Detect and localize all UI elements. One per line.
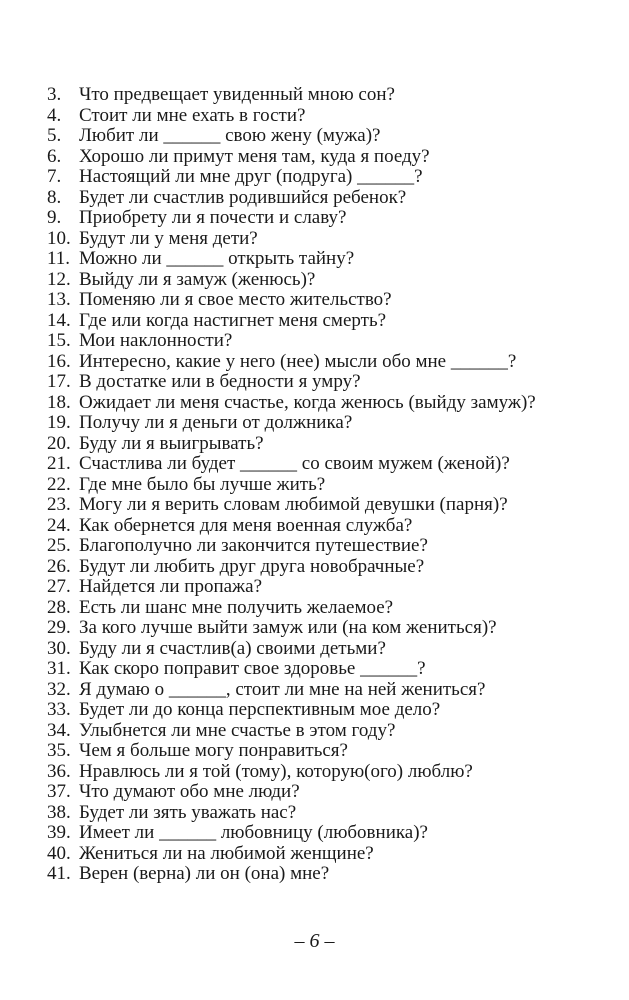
- question-item: [47, 557, 587, 578]
- question-text: Будет ли счастлив родившийся ребенок?: [79, 186, 407, 208]
- question-number: 39.: [47, 822, 71, 843]
- question-number: 13.: [47, 289, 71, 310]
- question-number: 30.: [47, 637, 71, 659]
- question-text: Нравлюсь ли я той (тому), которую(ого) люблю?: [79, 760, 473, 782]
- question-number: 26.: [47, 555, 71, 577]
- question-item: [47, 208, 587, 229]
- question-text: Улыбнется ли мне счастье в этом году?: [79, 719, 396, 741]
- question-text: Буду ли я выигрывать?: [79, 432, 264, 454]
- question-item: [47, 721, 587, 742]
- question-number: 21.: [47, 453, 71, 474]
- question-item: [47, 126, 587, 147]
- question-text: Мои наклонности?: [79, 330, 233, 351]
- question-number: 9.: [47, 207, 62, 228]
- question-text: Где мне было бы лучше жить?: [79, 473, 326, 495]
- question-text: Есть ли шанс мне получить желаемое?: [79, 596, 394, 618]
- question-item: [47, 782, 587, 803]
- question-number: 31.: [47, 658, 71, 679]
- question-number: 24.: [47, 514, 71, 536]
- question-number: 25.: [47, 535, 71, 556]
- question-number: 27.: [47, 576, 71, 597]
- question-number: 3.: [47, 84, 62, 105]
- question-text: В достатке или в бедности я умру?: [79, 371, 361, 392]
- question-text: Найдется ли пропажа?: [79, 576, 263, 597]
- question-text: Приобрету ли я почести и славу?: [79, 207, 347, 228]
- question-number: 35.: [47, 740, 71, 761]
- question-item: [47, 147, 587, 168]
- question-number: 5.: [47, 125, 62, 146]
- question-number: 40.: [47, 842, 71, 864]
- question-number: 19.: [47, 412, 71, 433]
- question-text: Выйду ли я замуж (женюсь)?: [79, 268, 316, 290]
- question-item: [47, 475, 587, 496]
- question-item: [47, 311, 587, 332]
- page-number: – 6 –: [294, 930, 335, 952]
- question-text: Будут ли любить друг друга новобрачные?: [79, 555, 425, 577]
- question-text: Что думают обо мне люди?: [79, 781, 300, 802]
- question-number: 10.: [47, 227, 71, 249]
- question-number: 12.: [47, 268, 71, 290]
- question-item: [47, 639, 587, 660]
- question-item: [47, 454, 587, 475]
- question-number: 4.: [47, 104, 62, 126]
- question-item: [47, 823, 587, 844]
- question-number: 14.: [47, 309, 71, 331]
- question-text: Верен (верна) ли он (она) мне?: [79, 863, 330, 884]
- question-list: [47, 85, 587, 885]
- question-text: Любит ли ______ свою жену (мужа)?: [79, 125, 381, 146]
- question-item: [47, 598, 587, 619]
- question-number: 38.: [47, 801, 71, 823]
- question-item: [47, 270, 587, 291]
- question-item: [47, 680, 587, 701]
- question-number: 18.: [47, 391, 71, 413]
- question-number: 7.: [47, 166, 62, 187]
- question-item: [47, 864, 587, 885]
- question-item: [47, 290, 587, 311]
- question-number: 33.: [47, 699, 71, 720]
- question-text: Как скоро поправит свое здоровье ______?: [79, 658, 426, 679]
- question-number: 22.: [47, 473, 71, 495]
- question-number: 15.: [47, 330, 71, 351]
- question-text: Благополучно ли закончится путешествие?: [79, 535, 428, 556]
- question-text: Будут ли у меня дети?: [79, 227, 258, 249]
- question-text: Где или когда настигнет меня смерть?: [79, 309, 387, 331]
- question-number: 37.: [47, 781, 71, 802]
- question-text: Могу ли я верить словам любимой девушки (парня)?: [79, 494, 508, 515]
- question-item: [47, 85, 587, 106]
- question-item: [47, 413, 587, 434]
- question-text: Можно ли ______ открыть тайну?: [79, 248, 355, 269]
- question-text: Счастлива ли будет ______ со своим мужем (женой)?: [79, 453, 510, 474]
- question-text: Как обернется для меня военная служба?: [79, 514, 413, 536]
- question-item: [47, 700, 587, 721]
- question-item: [47, 659, 587, 680]
- question-item: [47, 167, 587, 188]
- question-text: Стоит ли мне ехать в гости?: [79, 104, 306, 126]
- question-item: [47, 434, 587, 455]
- question-item: [47, 249, 587, 270]
- question-number: 8.: [47, 186, 62, 208]
- question-item: [47, 372, 587, 393]
- question-number: 6.: [47, 145, 62, 167]
- question-text: Ожидает ли меня счастье, когда женюсь (выйду замуж)?: [79, 391, 536, 413]
- question-item: [47, 352, 587, 373]
- question-item: [47, 803, 587, 824]
- question-text: За кого лучше выйти замуж или (на ком жениться)?: [79, 617, 497, 638]
- question-item: [47, 106, 587, 127]
- question-number: 29.: [47, 617, 71, 638]
- question-number: 23.: [47, 494, 71, 515]
- question-item: [47, 741, 587, 762]
- question-item: [47, 844, 587, 865]
- question-number: 36.: [47, 760, 71, 782]
- question-item: [47, 331, 587, 352]
- question-item: [47, 393, 587, 414]
- question-text: Хорошо ли примут меня там, куда я поеду?: [79, 145, 430, 167]
- question-number: 20.: [47, 432, 71, 454]
- question-number: 28.: [47, 596, 71, 618]
- question-text: Настоящий ли мне друг (подруга) ______?: [79, 166, 423, 187]
- question-text: Имеет ли ______ любовницу (любовника)?: [79, 822, 428, 843]
- question-text: Получу ли я деньги от должника?: [79, 412, 353, 433]
- question-item: [47, 495, 587, 516]
- question-number: 34.: [47, 719, 71, 741]
- question-number: 11.: [47, 248, 71, 269]
- question-item: [47, 762, 587, 783]
- question-text: Буду ли я счастлив(а) своими детьми?: [79, 637, 386, 659]
- question-item: [47, 536, 587, 557]
- question-text: Я думаю о ______, стоит ли мне на ней жениться?: [79, 678, 486, 700]
- question-number: 32.: [47, 678, 71, 700]
- question-number: 17.: [47, 371, 71, 392]
- question-item: [47, 516, 587, 537]
- question-text: Интересно, какие у него (нее) мысли обо мне ______?: [79, 350, 517, 372]
- question-text: Будет ли до конца перспективным мое дело?: [79, 699, 441, 720]
- question-text: Чем я больше могу понравиться?: [79, 740, 348, 761]
- question-text: Поменяю ли я свое место жительство?: [79, 289, 392, 310]
- question-number: 41.: [47, 863, 71, 884]
- question-item: [47, 188, 587, 209]
- question-item: [47, 229, 587, 250]
- question-item: [47, 618, 587, 639]
- question-item: [47, 577, 587, 598]
- question-text: Будет ли зять уважать нас?: [79, 801, 297, 823]
- question-number: 16.: [47, 350, 71, 372]
- question-text: Жениться ли на любимой женщине?: [79, 842, 374, 864]
- question-text: Что предвещает увиденный мною сон?: [79, 84, 395, 105]
